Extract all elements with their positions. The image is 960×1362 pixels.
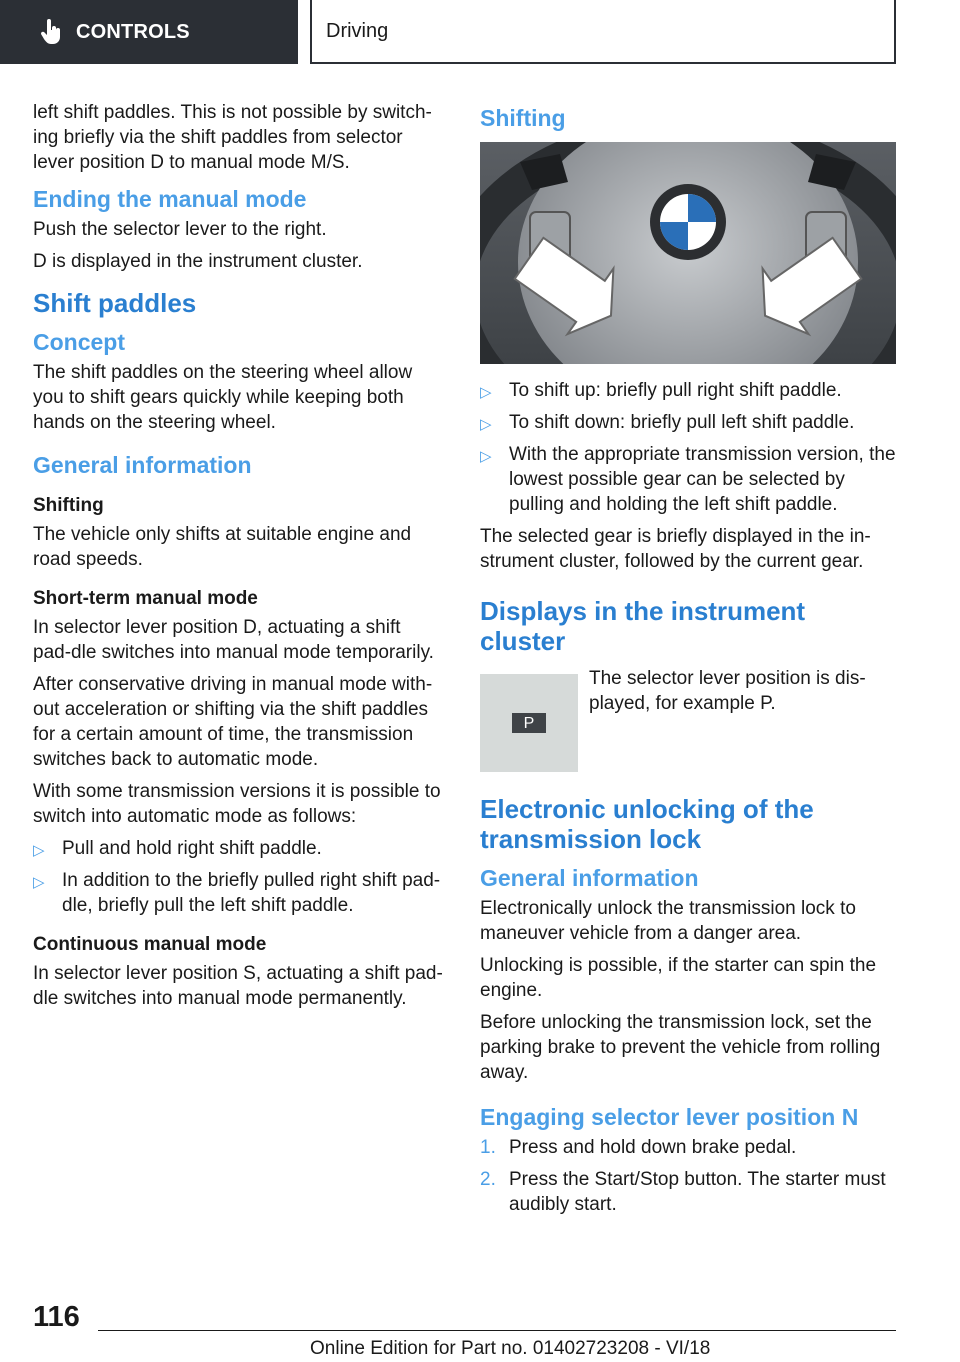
step-number: 1. (480, 1137, 496, 1158)
short-term-paragraph-2: After conservative driving in manual mode with‐out acceleration or shifting via the shift paddles for a certain amount of time, the transmission switches back to automatic mode. (33, 674, 433, 770)
concept-heading: Concept (33, 329, 125, 355)
hand-pointer-icon (40, 19, 62, 45)
unlock-paragraph-2: Unlocking is possible, if the starter can spin the engine. (480, 955, 877, 1001)
instrument-display-image (480, 674, 578, 772)
electronic-unlocking-heading: Electronic unlocking of the transmission lock (480, 794, 814, 854)
list-item: ▷ To shift down: briefly pull left shift paddle. (480, 410, 896, 435)
triangle-bullet-icon: ▷ (480, 384, 492, 401)
shifting-subheading: Shifting (33, 495, 104, 516)
list-item: ▷ To shift up: briefly pull right shift paddle. (480, 378, 896, 403)
edition-text: Online Edition for Part no. 01402723208 - VI/18 (310, 1338, 711, 1359)
ending-paragraph-1: Push the selector lever to the right. (33, 219, 327, 240)
displays-heading: Displays in the instrument cluster (480, 596, 806, 656)
shifting-paragraph: The selected gear is briefly displayed in the in‐strument cluster, followed by the current gear. (480, 526, 871, 572)
shifting-heading: Shifting (480, 105, 566, 131)
page-footer (0, 1296, 960, 1362)
triangle-bullet-icon: ▷ (33, 874, 45, 891)
triangle-bullet-icon: ▷ (480, 416, 492, 433)
section-tab (0, 0, 298, 64)
left-column (33, 100, 443, 1018)
shifting-list (480, 378, 896, 517)
unlock-paragraph-3: Before unlocking the transmission lock, set the parking brake to prevent the vehicle from rolling away. (480, 1012, 881, 1083)
short-term-paragraph-3: With some transmission versions it is possible to switch into automatic mode as follows: (33, 781, 441, 827)
step-number: 2. (480, 1169, 496, 1190)
ending-paragraph-2: D is displayed in the instrument cluster. (33, 251, 363, 272)
unlock-paragraph-1: Electronically unlock the transmission lock to maneuver vehicle from a danger area. (480, 898, 856, 944)
triangle-bullet-icon: ▷ (33, 842, 45, 859)
list-item: ▷ In addition to the briefly pulled right shift pad‐dle, briefly pull the left shift paddle. (33, 870, 441, 916)
engaging-n-heading: Engaging selector lever position N (480, 1104, 859, 1130)
display-letter: P (523, 715, 535, 732)
short-term-list (33, 836, 443, 918)
list-item: ▷ Pull and hold right shift paddle. (33, 836, 443, 861)
intro-paragraph: left shift paddles. This is not possible by switch‐ing briefly via the shift paddles from selector lever position D to manual mode M/S. (33, 102, 432, 173)
general-info-heading: General information (33, 452, 252, 478)
list-item: ▷ With the appropriate transmission version, the lowest possible gear can be selected by pulling and holding the left shift paddle. (480, 444, 896, 515)
general-info-heading: General information (480, 865, 699, 891)
page-header (0, 0, 960, 66)
list-item: 2. Press the Start/Stop button. The starter must audibly start. (480, 1169, 886, 1215)
section-title: CONTROLS (76, 20, 190, 43)
shifting-paragraph: The vehicle only shifts at suitable engine and road speeds. (33, 524, 412, 570)
shift-paddles-heading: Shift paddles (33, 288, 197, 318)
short-term-subheading: Short-term manual mode (33, 588, 258, 609)
footer-divider (98, 1330, 896, 1331)
steering-wheel-image (480, 142, 896, 364)
concept-paragraph: The shift paddles on the steering wheel allow you to shift gears quickly while keeping both hands on the steering wheel. (33, 362, 413, 433)
right-column (480, 100, 896, 1224)
display-block (480, 666, 896, 766)
chapter-tab (310, 0, 896, 64)
ending-manual-heading: Ending the manual mode (33, 186, 307, 212)
engaging-steps-list (480, 1135, 896, 1217)
short-term-paragraph-1: In selector lever position D, actuating a shift pad‐dle switches into manual mode temporarily. (33, 617, 434, 663)
displays-paragraph: The selector lever position is dis‐played, for example P. (589, 668, 866, 714)
gear-display-icon (480, 674, 578, 772)
triangle-bullet-icon: ▷ (480, 448, 492, 465)
chapter-title: Driving (326, 19, 389, 42)
continuous-subheading: Continuous manual mode (33, 934, 267, 955)
continuous-paragraph: In selector lever position S, actuating a shift pad‐dle switches into manual mode permanently. (33, 963, 443, 1009)
list-item: 1. Press and hold down brake pedal. (480, 1137, 797, 1158)
page-number: 116 (33, 1301, 80, 1333)
